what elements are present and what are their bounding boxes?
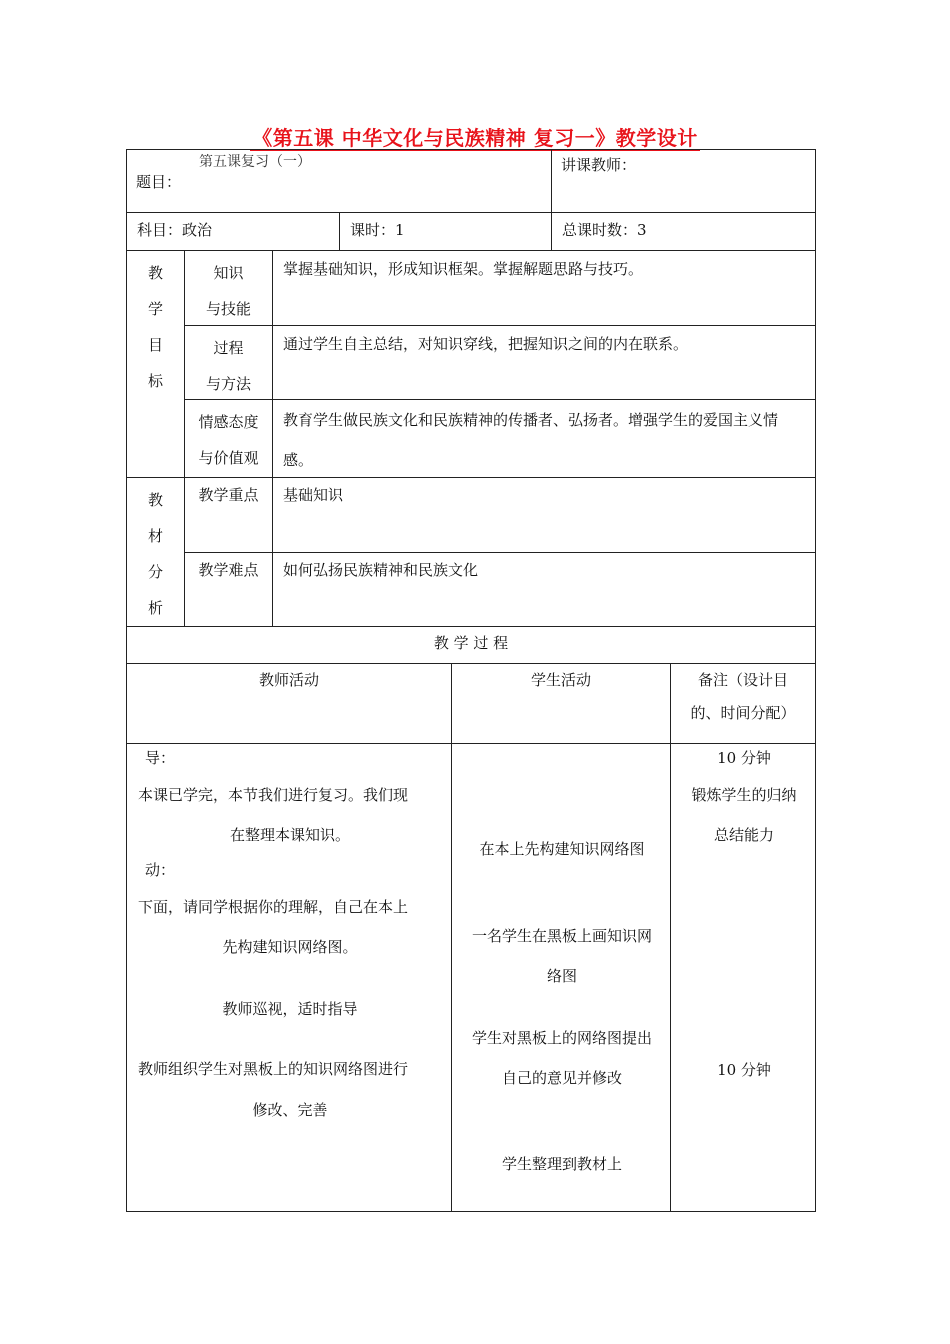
objective-label-line: 与方法 [205, 375, 251, 393]
objective-content-process [272, 325, 816, 400]
note-cell [670, 743, 816, 1212]
objective-label-line: 与技能 [205, 300, 251, 318]
analysis-char: 教 [147, 491, 163, 509]
teacher-line: 先构建知识网络图。 [222, 938, 358, 956]
process-header [126, 626, 816, 664]
teacher-line: 教师巡视，适时指导 [222, 1000, 358, 1018]
subject-text: 科目：政治 [137, 221, 213, 239]
objectives-char: 目 [147, 336, 163, 354]
col-header-text: 备注（设计目 [697, 671, 788, 689]
col-header-text: 学生活动 [530, 671, 591, 689]
objectives-side-label [126, 250, 185, 478]
analysis-char: 分 [147, 563, 163, 581]
total-hours-cell [551, 212, 816, 251]
objectives-char: 学 [147, 300, 163, 318]
objective-label-process [184, 325, 273, 400]
student-line: 自己的意见并修改 [501, 1069, 622, 1087]
objectives-char: 标 [147, 372, 163, 390]
note-line: 10 分钟 [717, 749, 771, 767]
process-header-text: 教 学 过 程 [433, 634, 509, 652]
teacher-dong: 动： [145, 861, 176, 879]
teacher-line: 下面，请同学根据你的理解，自己在本上 [138, 898, 409, 916]
col-header-text: 的、时间分配） [690, 704, 796, 722]
col-header-text: 教师活动 [258, 671, 319, 689]
objective-content-text: 教育学生做民族文化和民族精神的传播者、弘扬者。增强学生的爱国主义情感。 [283, 411, 779, 469]
teacher-label: 讲课教师： [561, 156, 637, 174]
objective-label-line: 情感态度 [198, 413, 259, 431]
total-hours-text: 总课时数：3 [562, 221, 647, 239]
hours-text: 课时：1 [350, 221, 405, 239]
objective-content-knowledge [272, 250, 816, 326]
document-title: 《第五课 中华文化与民族精神 复习一》教学设计 [252, 126, 698, 150]
col-header-teacher [126, 663, 452, 744]
analysis-content-difficulty [272, 552, 816, 627]
teacher-activity-cell [126, 743, 452, 1212]
teacher-cell [551, 149, 816, 213]
teacher-line: 修改、完善 [252, 1101, 328, 1119]
subject-cell [126, 212, 340, 251]
teacher-line: 本课已学完，本节我们进行复习。我们现 [138, 786, 409, 804]
analysis-label-focus [184, 477, 273, 553]
objective-label-line: 知识 [213, 264, 244, 282]
objectives-char: 教 [147, 264, 163, 282]
objective-label-line: 与价值观 [198, 449, 259, 467]
objective-label-emotion [184, 399, 273, 478]
hours-cell [339, 212, 552, 251]
objective-content-text: 通过学生自主总结，对知识穿线，把握知识之间的内在联系。 [283, 335, 689, 353]
student-line: 一名学生在黑板上画知识网 [471, 927, 652, 945]
analysis-label-difficulty [184, 552, 273, 627]
topic-value: 第五课复习（一） [199, 154, 311, 170]
student-line: 学生整理到教材上 [501, 1155, 622, 1173]
teacher-dao: 导： [145, 749, 176, 767]
topic-label: 题目： [136, 173, 182, 191]
student-activity-cell [451, 743, 671, 1212]
note-line: 10 分钟 [717, 1061, 771, 1079]
teacher-line: 教师组织学生对黑板上的知识网络图进行 [138, 1060, 409, 1078]
analysis-content-text: 基础知识 [283, 486, 344, 504]
analysis-content-focus [272, 477, 816, 553]
objective-content-emotion [272, 399, 816, 478]
col-header-note [670, 663, 816, 744]
student-line: 在本上先构建知识网络图 [479, 840, 645, 858]
analysis-side-label [126, 477, 185, 627]
analysis-label-text: 教学重点 [198, 486, 259, 504]
objective-label-knowledge [184, 250, 273, 326]
teacher-line: 在整理本课知识。 [229, 826, 350, 844]
analysis-char: 材 [147, 527, 163, 545]
analysis-label-text: 教学难点 [198, 561, 259, 579]
analysis-char: 析 [147, 599, 163, 617]
analysis-content-text: 如何弘扬民族精神和民族文化 [283, 561, 479, 579]
objective-label-line: 过程 [213, 339, 244, 357]
note-line: 总结能力 [713, 826, 774, 844]
note-line: 锻炼学生的归纳 [691, 786, 797, 804]
topic-cell [126, 149, 552, 213]
objective-content-text: 掌握基础知识，形成知识框架。掌握解题思路与技巧。 [283, 260, 644, 278]
col-header-student [451, 663, 671, 744]
student-line: 络图 [546, 967, 577, 985]
student-line: 学生对黑板上的网络图提出 [471, 1029, 652, 1047]
